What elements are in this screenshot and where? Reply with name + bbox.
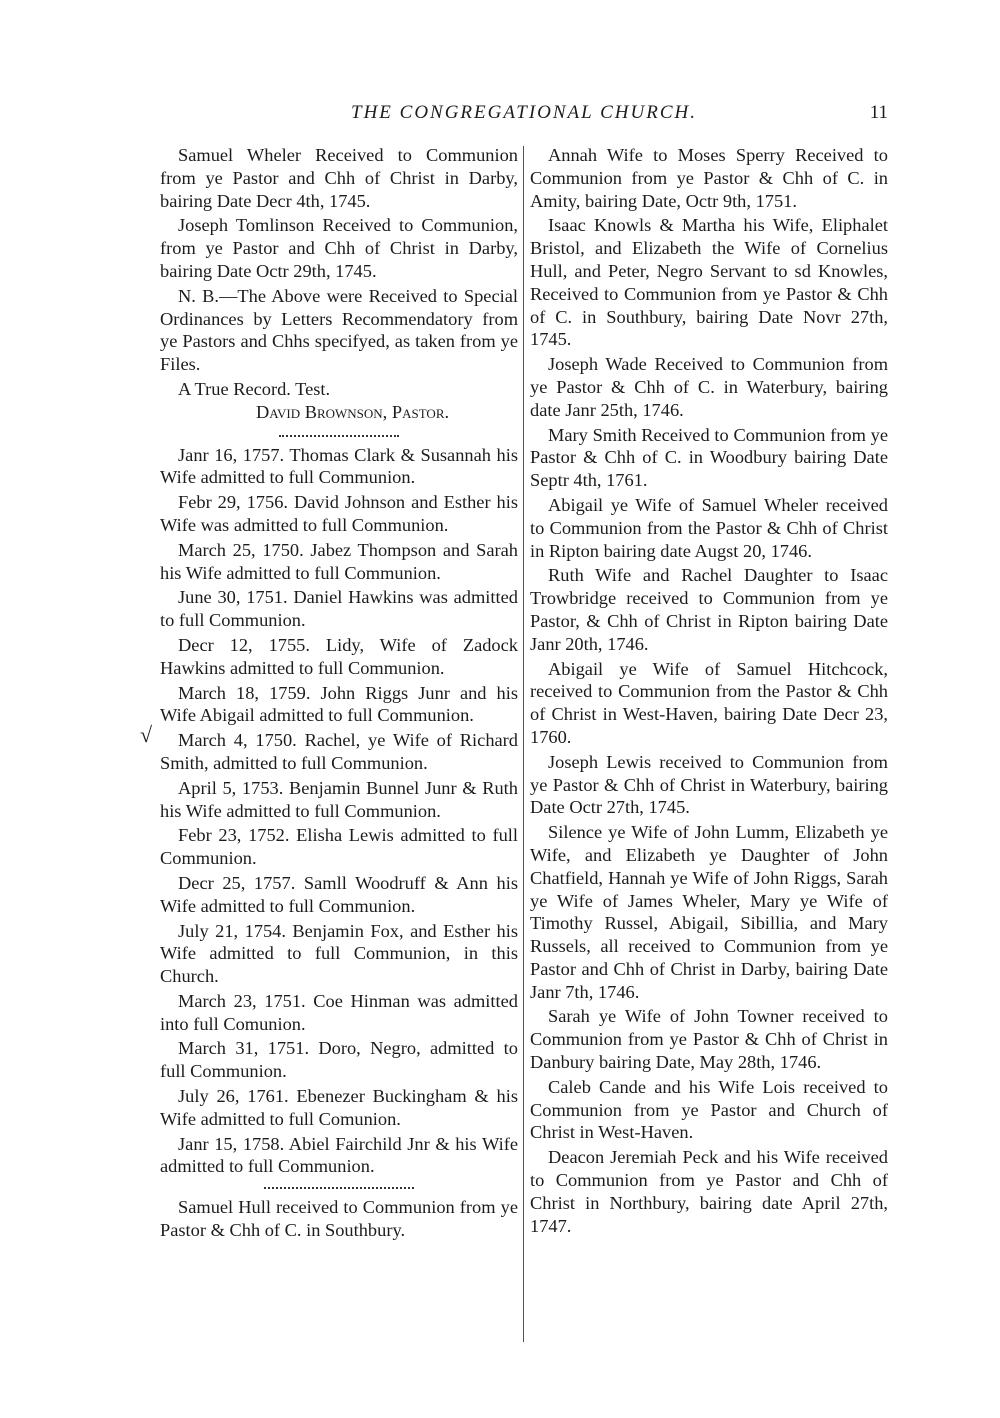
- entry-ebenezer-buckingham: July 26, 1761. Ebenezer Buckingham & his Wife admitted to full Comunion.: [160, 1086, 518, 1129]
- pastor-signature: David Brownson, Pastor.: [256, 401, 450, 422]
- running-title: THE CONGREGATIONAL CHURCH.: [351, 102, 697, 123]
- entry-david-johnson: Febr 29, 1756. David Johnson and Esther his Wife was admitted to full Communion.: [160, 492, 518, 535]
- right-column: [530, 144, 888, 1237]
- entry-samll-woodruff: Decr 25, 1757. Samll Woodruff & Ann his Wife admitted to full Communion.: [160, 872, 518, 916]
- entry-benjamin-fox: July 21, 1754. Benjamin Fox, and Esther his Wife admitted to full Communion, in this Church.: [160, 920, 518, 987]
- entry-daniel-hawkins: June 30, 1751. Daniel Hawkins was admitted to full Communion.: [160, 587, 518, 631]
- note-nb: N. B.—The Above were Received to Special Ordinances by Letters Recommendatory from ye Pastors and Chhs specifyed, as taken from ye Files.: [160, 285, 518, 375]
- entry-joseph-wade: Joseph Wade Received to Communion from ye Pastor & Chh of C. in Waterbury, bairing date Janr 25th, 1746.: [530, 354, 888, 420]
- entry-caleb-cande: Caleb Cande and his Wife Lois received to Communion from ye Pastor and Church of Christ in West-Haven.: [530, 1076, 888, 1143]
- ornamental-rule: [160, 428, 518, 440]
- entry-annah-sperry: Annah Wife to Moses Sperry Received to Communion from ye Pastor & Chh of C. in Amity, bairing Date, Octr 9th, 1751.: [530, 145, 888, 211]
- ornamental-rule: [160, 1180, 518, 1192]
- entry-benjamin-bunnel: April 5, 1753. Benjamin Bunnel Junr & Ruth his Wife admitted to full Communion.: [160, 777, 518, 821]
- page-number: 11: [869, 102, 888, 123]
- entry-jabez-thompson: March 25, 1750. Jabez Thompson and Sarah his Wife admitted to full Communion.: [160, 539, 518, 583]
- entry-joseph-lewis: Joseph Lewis received to Communion from ye Pastor & Chh of Christ in Waterbury, bairing Date Octr 27th, 1745.: [530, 751, 888, 818]
- entry-rachel-smith: March 4, 1750. Rachel, ye Wife of Richard Smith, admitted to full Communion.: [160, 730, 518, 773]
- entry-john-riggs: March 18, 1759. John Riggs Junr and his Wife Abigail admitted to full Communion.: [160, 682, 518, 726]
- entry-thomas-clark: Janr 16, 1757. Thomas Clark & Susannah his Wife admitted to full Communion.: [160, 444, 518, 488]
- check-mark: √: [140, 722, 153, 747]
- entry-jeremiah-peck: Deacon Jeremiah Peck and his Wife received to Communion from ye Pastor and Chh of Christ in Northbury, bairing date April 27th, 1747.: [530, 1147, 888, 1236]
- entry-samuel-wheler: Samuel Wheler Received to Communion from ye Pastor and Chh of Christ in Darby, bairing Date Decr 4th, 1745.: [160, 145, 518, 211]
- entry-ruth-rachel-trowbridge: Ruth Wife and Rachel Daughter to Isaac Trowbridge received to Communion from ye Pastor, & Chh of Christ in Ripton bairing Date Janr 20th, 1746.: [530, 565, 888, 654]
- entry-lidy-hawkins: Decr 12, 1755. Lidy, Wife of Zadock Hawkins admitted to full Communion.: [160, 634, 518, 678]
- entry-samuel-hull: Samuel Hull received to Communion from ye Pastor & Chh of C. in Southbury.: [160, 1197, 518, 1241]
- entry-doro: March 31, 1751. Doro, Negro, admitted to full Communion.: [160, 1038, 518, 1082]
- entry-coe-hinman: March 23, 1751. Coe Hinman was admitted into full Comunion.: [160, 990, 518, 1034]
- column-divider: [523, 146, 524, 1342]
- entry-silence-lumm-group: Silence ye Wife of John Lumm, Elizabeth ye Wife, and Elizabeth ye Daughter of John Chatfield, Hannah ye Wife of John Riggs, Sarah ye Wife of James Wheler, Mary ye Wife of Timothy Russel, Abigail, Sibillia, and Mary Russels, all received to Communion from ye Pastor and Chh of Christ in Darby, bairing Date Janr 7th, 1746.: [530, 822, 888, 1002]
- entry-joseph-tomlinson: Joseph Tomlinson Received to Communion, from ye Pastor and Chh of Christ in Darby, bairing Date Octr 29th, 1745.: [160, 215, 518, 281]
- attestation: A True Record. Test.: [178, 378, 331, 399]
- entry-abigail-hitchcock: Abigail ye Wife of Samuel Hitchcock, received to Communion from the Pastor & Chh of Christ in West-Haven, bairing Date Decr 23, 1760.: [530, 658, 888, 747]
- entry-elisha-lewis: Febr 23, 1752. Elisha Lewis admitted to full Communion.: [160, 825, 518, 869]
- entry-mary-smith: Mary Smith Received to Communion from ye Pastor & Chh of C. in Woodbury bairing Date Septr 4th, 1761.: [530, 424, 888, 491]
- entry-sarah-towner: Sarah ye Wife of John Towner received to Communion from ye Pastor & Chh of Christ in Danbury bairing Date, May 28th, 1746.: [530, 1006, 888, 1073]
- page-header: [160, 102, 888, 132]
- entry-isaac-knowls: Isaac Knowls & Martha his Wife, Eliphalet Bristol, and Elizabeth the Wife of Cornelius Hull, and Peter, Negro Servant to sd Knowles, Received to Communion from ye Pastor & Chh of C. in Southbury, bairing Date Novr 27th, 1745.: [530, 215, 888, 350]
- left-column: [160, 144, 518, 1242]
- entry-abiel-fairchild: Janr 15, 1758. Abiel Fairchild Jnr & his Wife admitted to full Communion.: [160, 1133, 518, 1177]
- entry-abigail-wheler: Abigail ye Wife of Samuel Wheler received to Communion from the Pastor & Chh of Christ in Ripton bairing date Augst 20, 1746.: [530, 494, 888, 561]
